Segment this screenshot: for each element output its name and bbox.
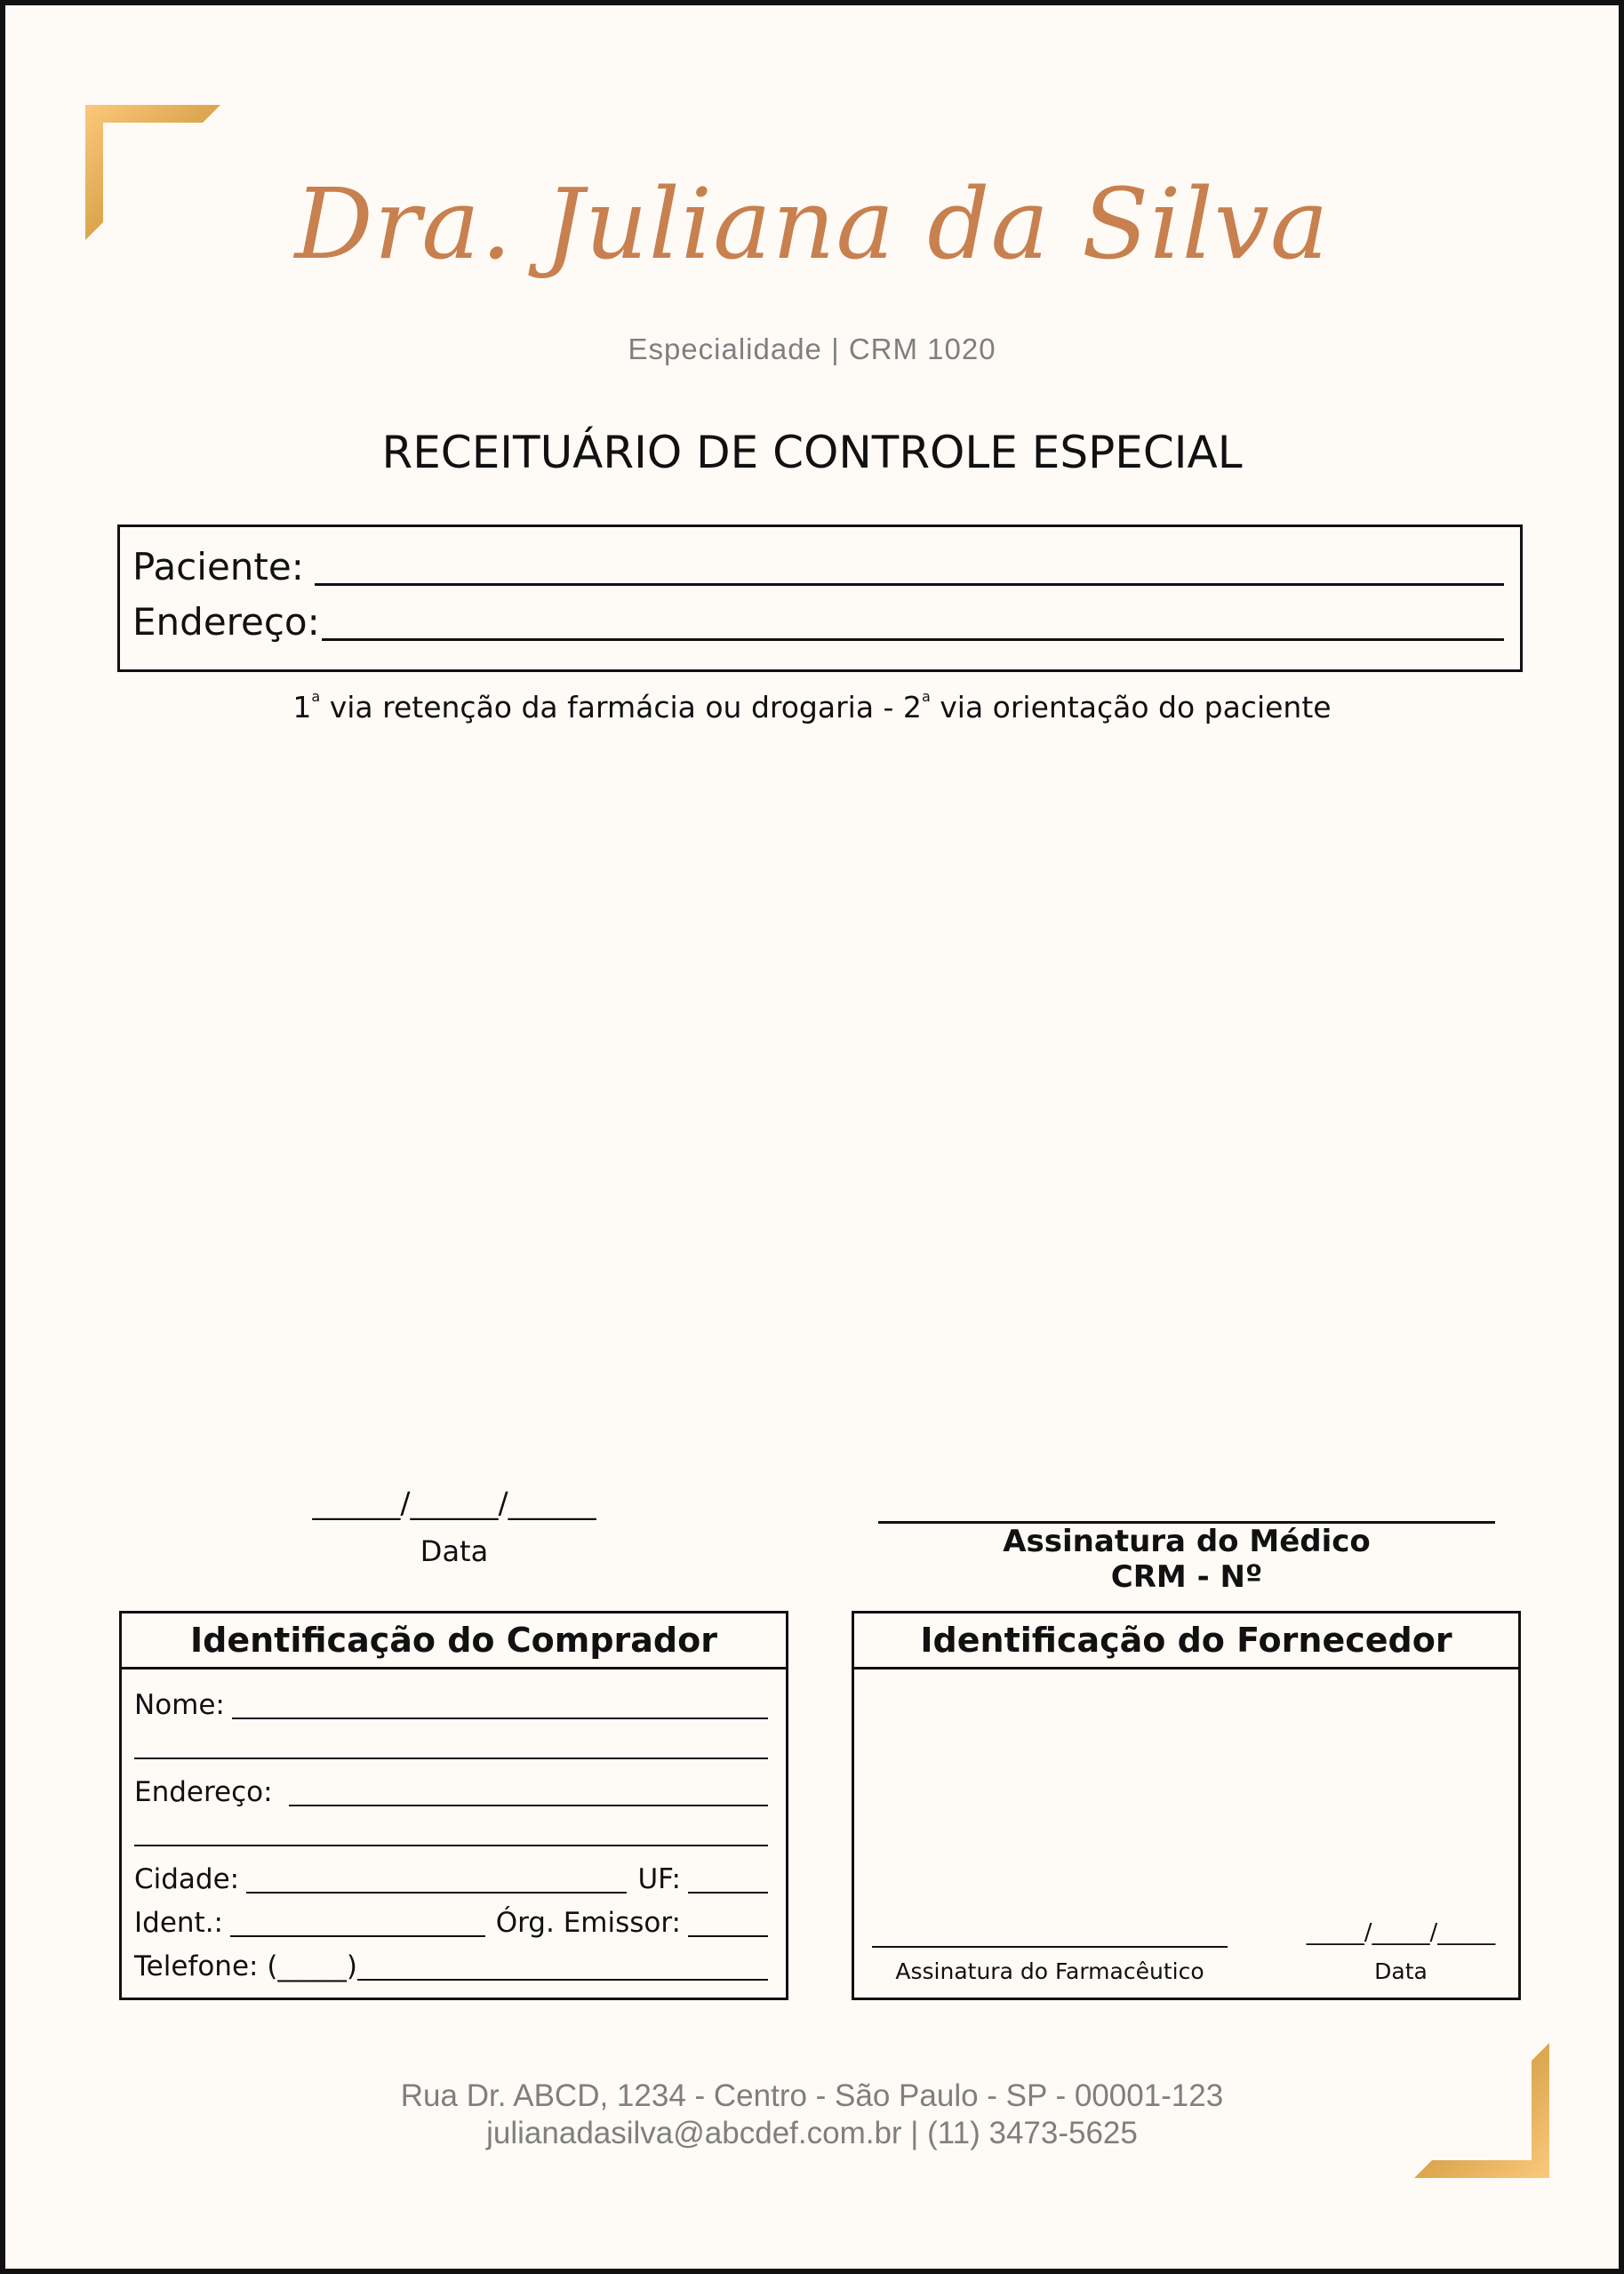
doctor-name: Dra. Juliana da Silva <box>294 167 1330 281</box>
buyer-name-line-2 <box>134 1734 768 1759</box>
buyer-id-field <box>134 1907 768 1939</box>
footer-contact: julianadasilva@abcdef.com.br | (11) 3473-5625 <box>486 2116 1138 2150</box>
buyer-id-line[interactable] <box>230 1912 485 1937</box>
address-label: Endereço: <box>132 600 320 644</box>
buyer-name-line-extra[interactable] <box>134 1734 768 1759</box>
buyer-city-field <box>134 1863 768 1895</box>
via-2-sup: a <box>921 688 931 705</box>
buyer-phone-line[interactable] <box>357 1956 768 1981</box>
buyer-phone-field <box>134 1950 768 1982</box>
buyer-address-field <box>134 1776 768 1808</box>
buyer-issuer-line[interactable] <box>688 1912 768 1937</box>
patient-field <box>132 545 1504 589</box>
via-1-text: via retenção da farmácia ou drogaria - 2 <box>320 690 922 725</box>
via-1-number: 1 <box>292 690 312 725</box>
patient-input-line[interactable] <box>315 553 1504 586</box>
address-field <box>132 600 1504 644</box>
buyer-title: Identificação do Comprador <box>122 1613 786 1669</box>
footer-address: Rua Dr. ABCD, 1234 - Centro - São Paulo - SP - 00001-123 <box>400 2078 1224 2113</box>
crm-label: CRM - Nº <box>1110 1559 1263 1595</box>
buyer-id-label: Ident.: <box>134 1907 223 1939</box>
buyer-address-line-2 <box>134 1822 768 1846</box>
buyer-identification-box <box>119 1611 788 2000</box>
via-2-text: via orientação do paciente <box>930 690 1332 725</box>
buyer-phone-label: Telefone: (_____) <box>134 1950 358 1982</box>
buyer-address-line-extra[interactable] <box>134 1822 768 1846</box>
date-blank[interactable]: ______/______/______ <box>312 1485 596 1520</box>
buyer-city-label: Cidade: <box>134 1863 240 1895</box>
buyer-issuer-label: Órg. Emissor: <box>495 1907 681 1939</box>
via-note <box>5 690 1619 725</box>
address-input-line[interactable] <box>322 608 1504 641</box>
via-1-sup: a <box>311 688 321 705</box>
supplier-identification-box <box>852 1611 1521 2000</box>
buyer-city-line[interactable] <box>246 1869 627 1894</box>
buyer-name-line[interactable] <box>232 1694 768 1719</box>
form-title: RECEITUÁRIO DE CONTROLE ESPECIAL <box>381 427 1243 478</box>
pharmacist-signature-line[interactable] <box>872 1946 1228 1948</box>
supplier-date-blank[interactable]: _____/_____/_____ <box>1306 1919 1496 1946</box>
patient-box <box>117 524 1523 672</box>
date-label: Data <box>420 1534 489 1568</box>
doctor-signature-label: Assinatura do Médico <box>1003 1524 1371 1559</box>
supplier-title: Identificação do Fornecedor <box>854 1613 1518 1669</box>
buyer-uf-label: UF: <box>637 1863 681 1895</box>
supplier-date-label: Data <box>1374 1958 1428 1984</box>
buyer-name-label: Nome: <box>134 1689 225 1721</box>
buyer-address-label: Endereço: <box>134 1776 273 1808</box>
buyer-name-field <box>134 1689 768 1721</box>
specialty-crm: Especialidade | CRM 1020 <box>628 332 996 365</box>
pharmacist-signature-label: Assinatura do Farmacêutico <box>895 1958 1204 1984</box>
buyer-address-line[interactable] <box>289 1782 768 1806</box>
patient-label: Paciente: <box>132 545 304 589</box>
buyer-uf-line[interactable] <box>688 1869 768 1894</box>
